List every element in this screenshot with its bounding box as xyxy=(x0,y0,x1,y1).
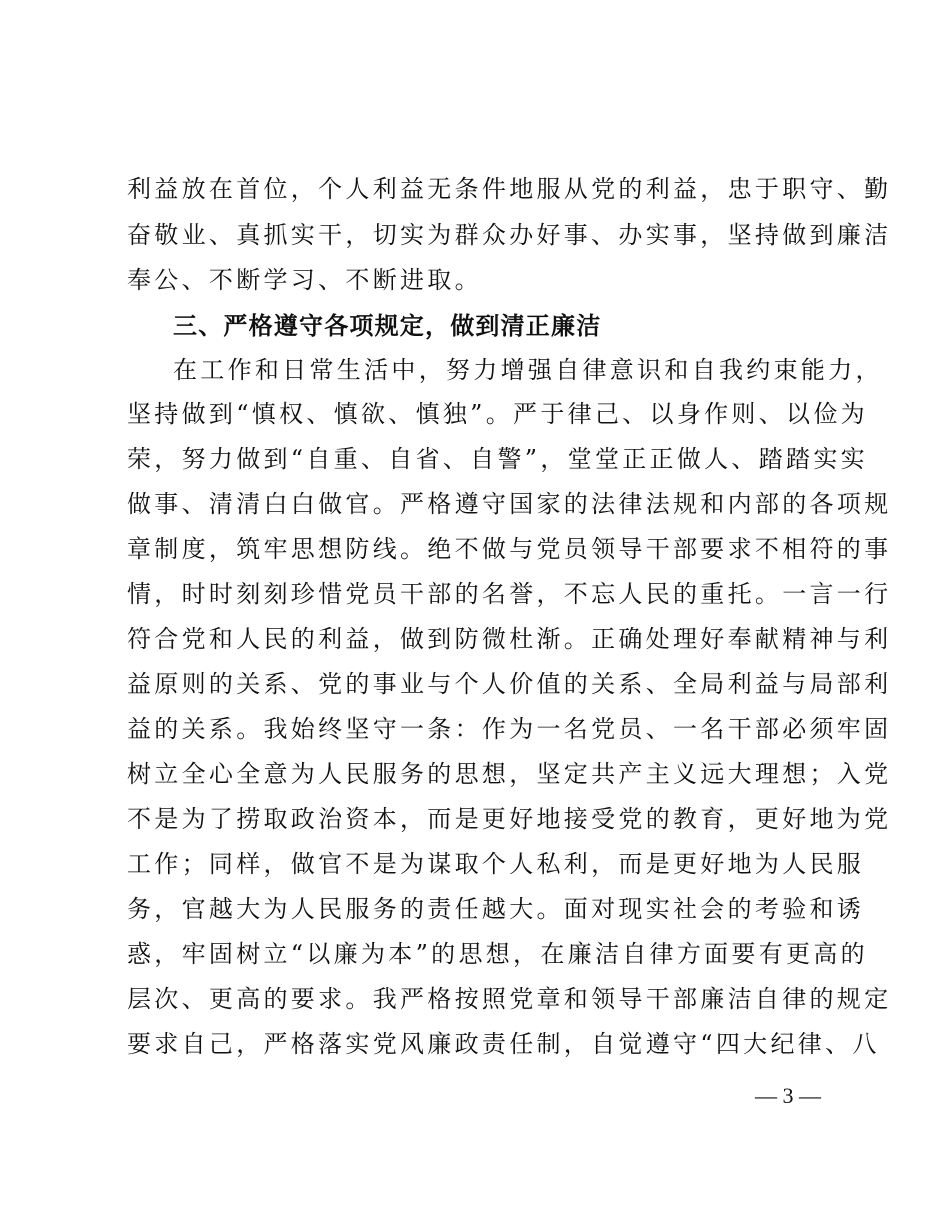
paragraph-line: 益的关系。我始终坚守一条：作为一名党员、一名干部必须牢固 xyxy=(127,715,892,743)
paragraph-line: 利益放在首位，个人利益无条件地服从党的利益，忠于职守、勤 xyxy=(127,175,892,203)
paragraph-line: 务，官越大为人民服务的责任越大。面对现实社会的考验和诱 xyxy=(127,895,865,923)
paragraph-line: 坚持做到“慎权、慎欲、慎独”。严于律己、以身作则、以俭为 xyxy=(127,400,868,428)
paragraph-line: 荣，努力做到“自重、自省、自警”，堂堂正正做人、踏踏实实 xyxy=(127,445,868,473)
paragraph-line: 在工作和日常生活中，努力增强自律意识和自我约束能力， xyxy=(173,356,883,384)
paragraph-line: 情，时时刻刻珍惜党员干部的名誉，不忘人民的重托。一言一行 xyxy=(127,580,892,608)
paragraph-line: 惑，牢固树立“以廉为本”的思想，在廉洁自律方面要有更高的 xyxy=(127,940,868,968)
paragraph-line: 奋敬业、真抓实干，切实为群众办好事、办实事，坚持做到廉洁 xyxy=(127,221,892,249)
paragraph-line: 章制度，筑牢思想防线。绝不做与党员领导干部要求不相符的事 xyxy=(127,535,892,563)
paragraph-line: 益原则的关系、党的事业与个人价值的关系、全局利益与局部利 xyxy=(127,670,892,698)
section-heading: 三、严格遵守各项规定，做到清正廉洁 xyxy=(173,312,602,340)
page-number: — 3 — xyxy=(755,1083,821,1108)
paragraph-line: 奉公、不断学习、不断进取。 xyxy=(127,266,482,294)
paragraph-line: 要求自己，严格落实党风廉政责任制，自觉遵守“四大纪律、八 xyxy=(127,1030,880,1058)
paragraph-line: 树立全心全意为人民服务的思想，坚定共产主义远大理想；入党 xyxy=(127,760,892,788)
paragraph-line: 符合党和人民的利益，做到防微杜渐。正确处理好奉献精神与利 xyxy=(127,625,892,653)
paragraph-line: 工作；同样，做官不是为谋取个人私利，而是更好地为人民服 xyxy=(127,850,865,878)
paragraph-line: 做事、清清白白做官。严格遵守国家的法律法规和内部的各项规 xyxy=(127,490,892,518)
paragraph-line: 层次、更高的要求。我严格按照党章和领导干部廉洁自律的规定 xyxy=(127,985,892,1013)
paragraph-line: 不是为了捞取政治资本，而是更好地接受党的教育，更好地为党 xyxy=(127,805,892,833)
